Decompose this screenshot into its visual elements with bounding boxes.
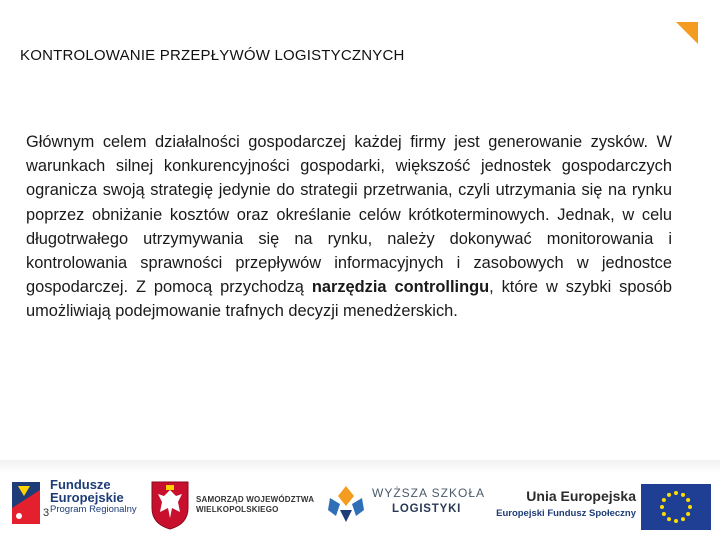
eu-flag-icon (641, 484, 711, 530)
eu-star (662, 498, 666, 502)
ue-line1: Unia Europejska (526, 488, 636, 504)
page-number: 3 (43, 507, 50, 519)
eu-star (686, 512, 690, 516)
wsl-logo (326, 482, 486, 528)
eu-star (674, 491, 678, 495)
eu-star (660, 505, 664, 509)
fundusze-line1: Fundusze (50, 477, 111, 492)
samorzad-line1: SAMORZĄD WOJEWÓDZTWA (196, 495, 315, 504)
coat-of-arms-icon (150, 480, 190, 530)
corner-accent-triangle (676, 22, 698, 44)
fundusze-line2: Europejskie (50, 490, 124, 505)
eu-star (674, 519, 678, 523)
eu-star (667, 517, 671, 521)
samorzad-logo (150, 480, 320, 532)
eu-star (681, 517, 685, 521)
eu-star (681, 493, 685, 497)
eu-star (667, 493, 671, 497)
logo-bar (0, 460, 720, 540)
fundusze-flag-icon (10, 480, 42, 526)
wsl-line2: LOGISTYKI (392, 503, 462, 515)
eu-star (688, 505, 692, 509)
wsl-emblem-icon (326, 484, 366, 524)
wsl-line1: WYŻSZA SZKOŁA (372, 486, 486, 500)
fundusze-line3: Program Regionalny (50, 504, 137, 515)
ue-line2: Europejski Fundusz Społeczny (496, 508, 636, 519)
eu-star (686, 498, 690, 502)
ue-text-logo (490, 488, 636, 528)
slide-title: KONTROLOWANIE PRZEPŁYWÓW LOGISTYCZNYCH (20, 47, 405, 64)
samorzad-line2: WIELKOPOLSKIEGO (196, 505, 279, 514)
body-text-part-1: Głównym celem działalności gospodarczej każdej firmy jest generowanie zysków. W warunkach silnej konkurencyjności gospodarki, większość jednostek gospodarczych ogranicza swoją strategię jedynie do strategii przetrwania, czyli utrzymania się na rynku poprzez obniżanie kosztów oraz określanie celów krótkoterminowych. Jednak, w celu długotrwałego utrzymywania się na rynku, należy dokonywać monitorowania i kontrolowania sprawności przepływów informacyjnych i zasobowych w jednostce gospodarczej. Z pomocą przychodzą (26, 133, 672, 297)
fundusze-europejskie-logo (10, 478, 150, 530)
body-paragraph (26, 130, 672, 324)
body-text-part-2: , które w szybki sposób umożliwiają podejmowanie trafnych decyzji menedżerskich. (26, 278, 673, 321)
body-text-bold: narzędzia controllingu (311, 278, 490, 297)
eu-star (662, 512, 666, 516)
